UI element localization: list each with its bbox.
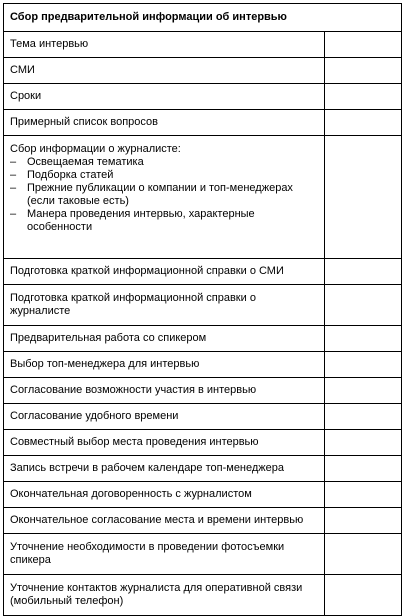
subitem-list bbox=[10, 156, 318, 234]
table-row bbox=[4, 508, 402, 534]
task-cell: Выбор топ-менеджера для интервью bbox=[4, 352, 325, 378]
task-cell: Согласование удобного времени bbox=[4, 404, 325, 430]
check-cell[interactable] bbox=[325, 404, 402, 430]
task-cell: Окончательное согласование места и времени интервью bbox=[4, 508, 325, 534]
check-cell[interactable] bbox=[325, 58, 402, 84]
table-row bbox=[4, 352, 402, 378]
table-row bbox=[4, 110, 402, 136]
subitem-text: Манера проведения интервью, характерные особенности bbox=[27, 208, 255, 233]
check-cell[interactable] bbox=[325, 352, 402, 378]
table-row bbox=[4, 326, 402, 352]
table-row bbox=[4, 259, 402, 285]
check-cell[interactable] bbox=[325, 32, 402, 58]
table-row bbox=[4, 285, 402, 326]
task-intro: Сбор информации о журналисте: bbox=[10, 143, 181, 155]
dash-bullet: – bbox=[10, 156, 17, 168]
check-cell[interactable] bbox=[325, 326, 402, 352]
task-cell: Предварительная работа со спикером bbox=[4, 326, 325, 352]
check-cell[interactable] bbox=[325, 110, 402, 136]
table-row bbox=[4, 404, 402, 430]
subitem bbox=[10, 156, 318, 169]
table-row bbox=[4, 32, 402, 58]
task-cell-journalist-info bbox=[4, 136, 325, 259]
table-row bbox=[4, 534, 402, 575]
check-cell[interactable] bbox=[325, 456, 402, 482]
check-cell[interactable] bbox=[325, 84, 402, 110]
task-cell: Уточнение необходимости в проведении фотосъемки спикера bbox=[4, 534, 325, 575]
task-cell: Запись встречи в рабочем календаре топ-менеджера bbox=[4, 456, 325, 482]
subitem-text: Прежние публикации о компании и топ-менеджерах (если таковые есть) bbox=[27, 182, 293, 207]
table-header-row bbox=[4, 4, 402, 32]
subitem bbox=[10, 169, 318, 182]
task-cell: Уточнение контактов журналиста для оперативной связи (мобильный телефон) bbox=[4, 575, 325, 616]
table-row bbox=[4, 575, 402, 616]
check-cell[interactable] bbox=[325, 259, 402, 285]
dash-bullet: – bbox=[10, 182, 17, 194]
dash-bullet: – bbox=[10, 169, 17, 181]
table-row bbox=[4, 84, 402, 110]
task-cell: Тема интервью bbox=[4, 32, 325, 58]
check-cell[interactable] bbox=[325, 575, 402, 616]
task-cell: Сроки bbox=[4, 84, 325, 110]
check-cell[interactable] bbox=[325, 378, 402, 404]
table-row bbox=[4, 58, 402, 84]
check-cell[interactable] bbox=[325, 508, 402, 534]
task-cell: Примерный список вопросов bbox=[4, 110, 325, 136]
table-row bbox=[4, 136, 402, 259]
check-cell[interactable] bbox=[325, 534, 402, 575]
subitem bbox=[10, 182, 318, 208]
check-cell[interactable] bbox=[325, 482, 402, 508]
subitem-text: Подборка статей bbox=[27, 169, 114, 181]
task-cell: Совместный выбор места проведения интервью bbox=[4, 430, 325, 456]
check-cell[interactable] bbox=[325, 430, 402, 456]
table-row bbox=[4, 456, 402, 482]
interview-prep-checklist-table bbox=[3, 3, 402, 616]
table-row bbox=[4, 378, 402, 404]
subitem bbox=[10, 208, 318, 234]
table-row bbox=[4, 430, 402, 456]
check-cell[interactable] bbox=[325, 136, 402, 259]
check-cell[interactable] bbox=[325, 285, 402, 326]
task-cell: Подготовка краткой информационной справки о журналисте bbox=[4, 285, 325, 326]
table-row bbox=[4, 482, 402, 508]
task-cell: Согласование возможности участия в интервью bbox=[4, 378, 325, 404]
task-cell: Подготовка краткой информационной справки о СМИ bbox=[4, 259, 325, 285]
table-title: Сбор предварительной информации об интервью bbox=[4, 4, 402, 32]
task-cell: Окончательная договоренность с журналистом bbox=[4, 482, 325, 508]
dash-bullet: – bbox=[10, 208, 17, 220]
subitem-text: Освещаемая тематика bbox=[27, 156, 144, 168]
task-cell: СМИ bbox=[4, 58, 325, 84]
